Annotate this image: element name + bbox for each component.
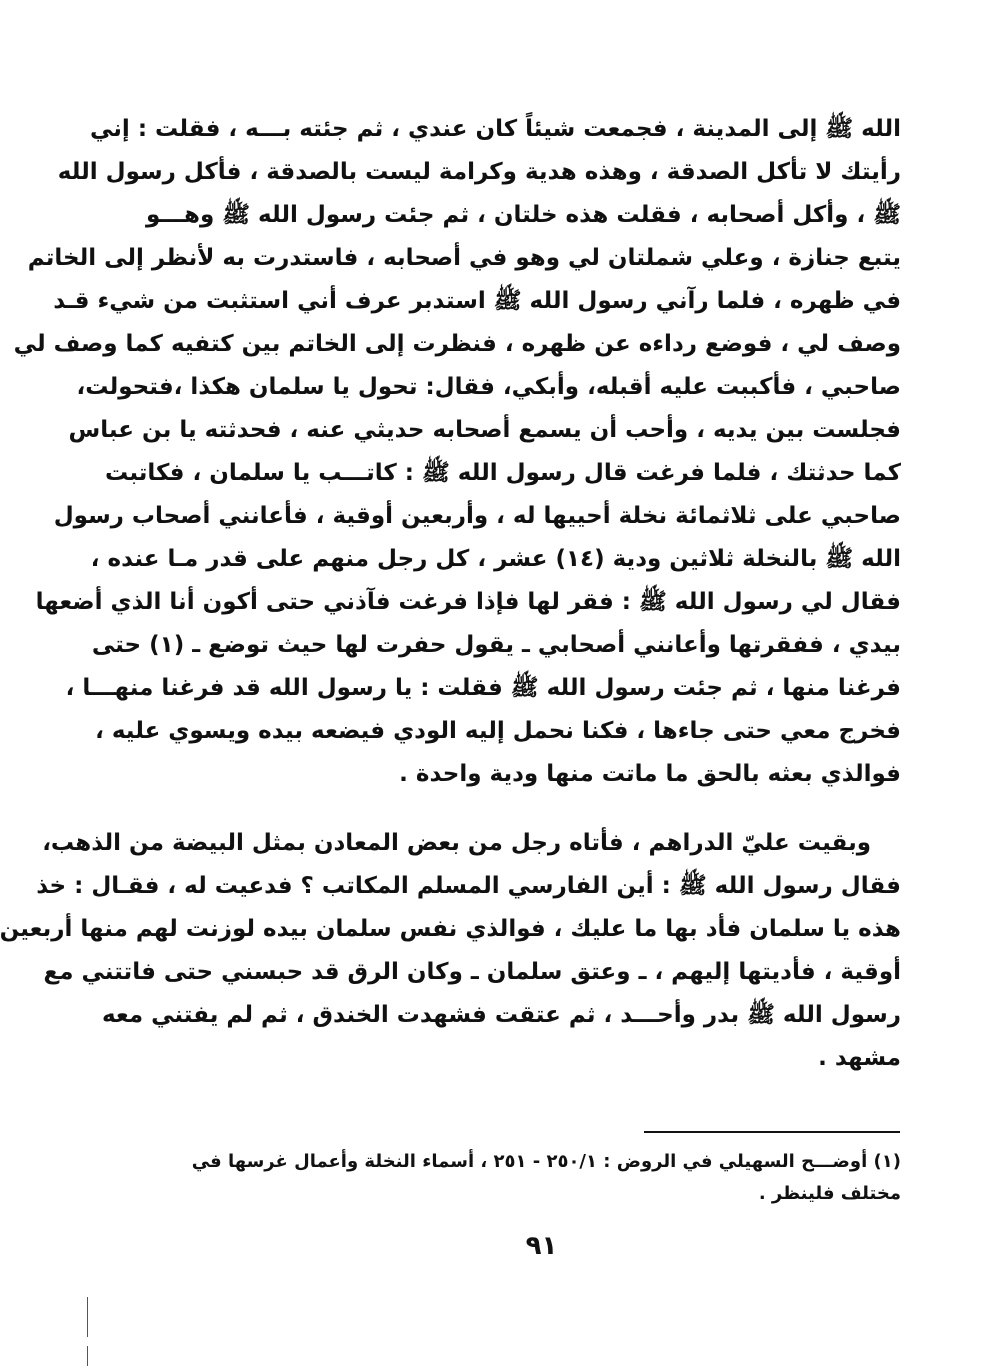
text-line: مشهد .: [818, 1045, 901, 1071]
scan-edge-mark: [87, 1297, 88, 1337]
text-line: أوقية ، فأديتها إليهم ، ـ وعتق سلمان ـ وكان الرق قد حبسني حتى فاتتني مع: [43, 959, 901, 985]
text-line: وصف لي ، فوضع رداءه عن ظهره ، فنظرت إلى الخاتم بين كتفيه كما وصف لي: [13, 331, 901, 357]
text-line: فخرج معي حتى جاءها ، فكنا نحمل إليه الودي فيضعه بيده ويسوي عليه ،: [95, 718, 901, 744]
paragraph-1: [13, 108, 901, 796]
footnote-separator: [644, 1131, 900, 1133]
text-line: فقال لي رسول الله ﷺ : فقر لها فإذا فرغت فآذني حتى أكون أنا الذي أضعها: [35, 589, 901, 615]
text-line: هذه يا سلمان فأد بها ما عليك ، فوالذي نفس سلمان بيده لوزنت لهم منها أربعين: [0, 916, 901, 942]
scan-edge-mark: [87, 1346, 88, 1366]
text-line: بيدي ، ففقرتها وأعانني أصحابي ـ يقول حفرت لها حيث توضع ـ (١) حتى: [91, 632, 901, 658]
footnote-line: (١) أوضـــح السهيلي في الروض : ٢٥٠/١ - ٢٥١ ، أسماء النخلة وأعمال غرسها في: [191, 1151, 901, 1172]
text-line: فوالذي بعثه بالحق ما ماتت منها ودية واحدة .: [399, 761, 901, 787]
text-line: فقال رسول الله ﷺ : أين الفارسي المسلم المكاتب ؟ فدعيت له ، فقـال : خذ: [36, 873, 901, 899]
text-line: فجلست بين يديه ، وأحب أن يسمع أصحابه حديثي عنه ، فحدثته يا بن عباس: [68, 417, 901, 443]
text-line: رأيتك لا تأكل الصدقة ، وهذه هدية وكرامة ليست بالصدقة ، فأكل رسول الله: [57, 159, 901, 185]
paragraph-2: [0, 822, 901, 1080]
text-line: يتبع جنازة ، وعلي شملتان لي وهو في أصحابه ، فاستدرت به لأنظر إلى الخاتم: [27, 245, 901, 271]
text-line: في ظهره ، فلما رآني رسول الله ﷺ استدبر عرف أني استثبت من شيء قـد: [53, 288, 901, 314]
paragraph-gap: [201, 796, 901, 822]
text-line: كما حدثتك ، فلما فرغت قال رسول الله ﷺ : كاتـــب يا سلمان ، فكاتبت: [105, 460, 901, 486]
text-line: صاحبي ، فأكببت عليه أقبله، وأبكي، فقال: تحول يا سلمان هكذا ،فتحولت،: [76, 374, 901, 400]
footnotes: [191, 1146, 901, 1210]
text-line: فرغنا منها ، ثم جئت رسول الله ﷺ فقلت : يا رسول الله قد فرغنا منهـــا ،: [65, 675, 901, 701]
text-line: رسول الله ﷺ بدر وأحـــد ، ثم عتقت فشهدت الخندق ، ثم لم يفتني معه: [101, 1002, 901, 1028]
text-line: الله ﷺ إلى المدينة ، فجمعت شيئاً كان عندي ، ثم جئته بـــه ، فقلت : إني: [90, 116, 901, 142]
text-line: ﷺ ، وأكل أصحابه ، فقلت هذه خلتان ، ثم جئت رسول الله ﷺ وهـــو: [146, 202, 901, 228]
page-number: ٩١: [525, 1231, 558, 1261]
footnote-line: مختلف فلينظر .: [758, 1183, 901, 1204]
text-line: وبقيت عليّ الدراهم ، فأتاه رجل من بعض المعادن بمثل البيضة من الذهب،: [42, 830, 871, 856]
main-text: [0, 108, 901, 1080]
text-line: الله ﷺ بالنخلة ثلاثين ودية (١٤) عشر ، كل رجل منهم على قدر مـا عنده ،: [90, 546, 901, 572]
text-line: صاحبي على ثلاثمائة نخلة أحييها له ، وأربعين أوقية ، فأعانني أصحاب رسول: [53, 503, 901, 529]
